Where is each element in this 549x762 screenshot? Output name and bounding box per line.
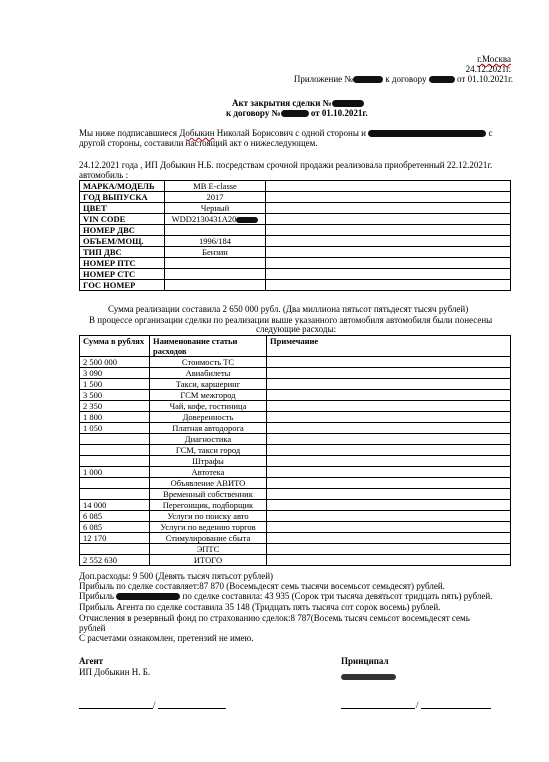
expense-row bbox=[80, 434, 511, 445]
car-field-extra bbox=[266, 236, 511, 247]
expense-amount: 1 500 bbox=[80, 379, 150, 390]
agent-signature-line-2 bbox=[158, 708, 226, 709]
reserve-line2: рублей bbox=[79, 623, 106, 633]
expense-row bbox=[80, 423, 511, 434]
expense-name: Штрафы bbox=[150, 456, 267, 467]
expense-note bbox=[267, 478, 511, 489]
expense-name: Перегонщик, подборщик bbox=[150, 500, 267, 511]
expense-amount: 6 085 bbox=[80, 522, 150, 533]
car-field-label: НОМЕР ПТС bbox=[80, 258, 165, 269]
redacted-mark bbox=[281, 110, 309, 117]
car-field-label: ЦВЕТ bbox=[80, 203, 165, 214]
expense-row bbox=[80, 412, 511, 423]
expense-note bbox=[267, 544, 511, 555]
agree-line: С расчетами ознакомлен, претензий не имею. bbox=[79, 633, 254, 643]
expense-name: Платная автодорога bbox=[150, 423, 267, 434]
car-field-label: НОМЕР СТС bbox=[80, 269, 165, 280]
car-field-extra bbox=[266, 181, 511, 192]
car-field-value: 2017 bbox=[165, 192, 266, 203]
agent-name: ИП Добыкин Н. Б. bbox=[79, 667, 151, 677]
expense-row bbox=[80, 522, 511, 533]
redacted-mark bbox=[353, 76, 383, 83]
expense-amount: 3 090 bbox=[80, 368, 150, 379]
expense-name: ИТОГО bbox=[150, 555, 267, 566]
principal-signature-line-1 bbox=[341, 708, 415, 709]
redacted-mark bbox=[116, 593, 180, 600]
expense-row bbox=[80, 489, 511, 500]
expense-amount: 1 800 bbox=[80, 412, 150, 423]
agent-signature-slash: / bbox=[153, 700, 156, 710]
expense-note bbox=[267, 412, 511, 423]
expense-note bbox=[267, 522, 511, 533]
expense-amount: 1 050 bbox=[80, 423, 150, 434]
expense-note bbox=[267, 500, 511, 511]
expense-row bbox=[80, 533, 511, 544]
car-field-label: ТИП ДВС bbox=[80, 247, 165, 258]
car-field-value: WDD2130431A20 bbox=[165, 214, 266, 225]
car-table-row bbox=[80, 192, 511, 203]
expense-row bbox=[80, 390, 511, 401]
redacted-mark bbox=[236, 217, 258, 223]
expense-name: Услуги по ведению торгов bbox=[150, 522, 267, 533]
car-field-label: НОМЕР ДВС bbox=[80, 225, 165, 236]
expense-note bbox=[267, 445, 511, 456]
expense-amount: 2 552 630 bbox=[80, 555, 150, 566]
expense-note bbox=[267, 555, 511, 566]
car-field-label: ГОД ВЫПУСКА bbox=[80, 192, 165, 203]
sale-note-line1: 24.12.2021 года , ИП Добыкин Н.Б. посредствам срочной продажи реализовала приобретенный 22.12.2021г. bbox=[79, 160, 493, 170]
car-field-extra bbox=[266, 192, 511, 203]
car-field-extra bbox=[266, 203, 511, 214]
redacted-mark bbox=[332, 100, 364, 107]
car-field-label: ГОС НОМЕР bbox=[80, 280, 165, 291]
expense-amount: 3 500 bbox=[80, 390, 150, 401]
car-field-value: MB E-classe bbox=[165, 181, 266, 192]
expense-name: Объявление АВИТО bbox=[150, 478, 267, 489]
header-date: 24.12.2021г. bbox=[465, 64, 511, 74]
reserve-line1: Отчисления в резервный фонд по страхованию сделок:8 787(Восемь тысяч семьсот восемьдесят семь bbox=[79, 613, 470, 623]
car-field-value bbox=[165, 258, 266, 269]
expense-amount bbox=[80, 456, 150, 467]
expense-row bbox=[80, 467, 511, 478]
expense-name: ГСМ, такси город bbox=[150, 445, 267, 456]
expense-name: ЭПТС bbox=[150, 544, 267, 555]
expense-note bbox=[267, 456, 511, 467]
expenses-table bbox=[79, 335, 511, 566]
car-field-extra bbox=[266, 247, 511, 258]
car-table-row bbox=[80, 214, 511, 225]
expense-amount: 14 000 bbox=[80, 500, 150, 511]
car-field-extra bbox=[266, 258, 511, 269]
expense-row bbox=[80, 511, 511, 522]
expense-amount: 2 350 bbox=[80, 401, 150, 412]
agent-label: Агент bbox=[79, 656, 104, 666]
car-table-row bbox=[80, 247, 511, 258]
expense-name: Диагностика bbox=[150, 434, 267, 445]
intro-line1: Мы ниже подписавшиеся Добыкин Николай Борисович с одной стороны и с bbox=[79, 128, 493, 138]
principal-label: Принципал bbox=[341, 656, 389, 666]
redacted-mark bbox=[341, 674, 396, 680]
expense-row bbox=[80, 368, 511, 379]
expense-amount bbox=[80, 489, 150, 500]
car-field-value bbox=[165, 225, 266, 236]
expense-note bbox=[267, 533, 511, 544]
expense-note bbox=[267, 401, 511, 412]
expense-amount bbox=[80, 544, 150, 555]
redacted-mark bbox=[429, 76, 455, 83]
car-table-row bbox=[80, 258, 511, 269]
intro-line2: другой стороны, составили настоящий акт о нижеследующем. bbox=[79, 138, 318, 148]
expense-name: ГСМ межгород bbox=[150, 390, 267, 401]
car-field-label: ОБЪЕМ/МОЩ. bbox=[80, 236, 165, 247]
redacted-mark bbox=[368, 130, 486, 137]
expense-note bbox=[267, 357, 511, 368]
expense-amount bbox=[80, 445, 150, 456]
sum-line1: Сумма реализации составила 2 650 000 рубл. (Два миллиона пятьсот пятьдесят тысяч рублей) bbox=[108, 304, 469, 314]
expense-name: Авиабилеты bbox=[150, 368, 267, 379]
header-name: Наименование статьи расходов bbox=[150, 336, 267, 357]
expense-amount: 6 085 bbox=[80, 511, 150, 522]
expense-row bbox=[80, 555, 511, 566]
expense-name: Такси, каршеринг bbox=[150, 379, 267, 390]
car-table-row bbox=[80, 269, 511, 280]
expense-note bbox=[267, 511, 511, 522]
car-table-row bbox=[80, 280, 511, 291]
car-field-extra bbox=[266, 214, 511, 225]
expense-row bbox=[80, 401, 511, 412]
expense-note bbox=[267, 467, 511, 478]
profit2-line: Прибыль по сделке составила: 43 935 (Сорок три тысяча девятьсот тридцать пять) рублей. bbox=[79, 591, 493, 601]
expense-row bbox=[80, 357, 511, 368]
expense-amount: 12 170 bbox=[80, 533, 150, 544]
expense-amount bbox=[80, 478, 150, 489]
document-subtitle: к договору № от 01.10.2021г. bbox=[226, 108, 368, 118]
expense-note bbox=[267, 423, 511, 434]
car-table-row bbox=[80, 236, 511, 247]
car-field-value: Черный bbox=[165, 203, 266, 214]
sale-note-line2: автомобиль : bbox=[79, 170, 129, 180]
car-table-row bbox=[80, 225, 511, 236]
expense-name: Стимулирование сбыта bbox=[150, 533, 267, 544]
expense-amount: 1 000 bbox=[80, 467, 150, 478]
header-amount: Сумма в рублях bbox=[80, 336, 150, 357]
principal-name-redacted bbox=[341, 668, 396, 686]
expense-row bbox=[80, 379, 511, 390]
expense-row bbox=[80, 500, 511, 511]
expense-name: Временный собственник bbox=[150, 489, 267, 500]
principal-signature-line-2 bbox=[421, 708, 491, 709]
car-field-extra bbox=[266, 225, 511, 236]
sum-line2: В процессе организации сделки по реализации выше указанного автомобиля автомобиля были понесены bbox=[89, 315, 493, 325]
agent-profit-line: Прибыль Агента по сделке составила 35 148 (Тридцать пять тысяча сот сорок восемь) рублей. bbox=[79, 602, 441, 612]
expense-note bbox=[267, 379, 511, 390]
expense-row bbox=[80, 544, 511, 555]
header-city: г.Москва bbox=[477, 54, 511, 64]
car-field-extra bbox=[266, 280, 511, 291]
car-field-value bbox=[165, 280, 266, 291]
principal-signature-slash: / bbox=[416, 700, 419, 710]
expense-name: Доверенность bbox=[150, 412, 267, 423]
expense-note bbox=[267, 390, 511, 401]
car-table-row bbox=[80, 203, 511, 214]
extra-expenses: Доп.расходы: 9 500 (Девять тысяч пятьсот рублей) bbox=[79, 571, 274, 581]
expense-amount: 2 500 000 bbox=[80, 357, 150, 368]
expense-row bbox=[80, 445, 511, 456]
car-field-value: Бензин bbox=[165, 247, 266, 258]
car-field-extra bbox=[266, 269, 511, 280]
car-field-value: 1996/184 bbox=[165, 236, 266, 247]
car-table-row bbox=[80, 181, 511, 192]
expense-note bbox=[267, 489, 511, 500]
expense-amount bbox=[80, 434, 150, 445]
expense-name: Автотека bbox=[150, 467, 267, 478]
agent-signature-line-1 bbox=[79, 708, 153, 709]
car-field-label: МАРКА/МОДЕЛЬ bbox=[80, 181, 165, 192]
car-details-table bbox=[79, 180, 511, 291]
header-note: Примечание bbox=[267, 336, 511, 357]
header-appendix: Приложение № к договору от 01.10.2021г. bbox=[293, 74, 513, 84]
expense-row bbox=[80, 456, 511, 467]
expense-note bbox=[267, 368, 511, 379]
car-field-value bbox=[165, 269, 266, 280]
document-title: Акт закрытия сделки № bbox=[232, 98, 364, 108]
expense-name: Услуги по поиску авто bbox=[150, 511, 267, 522]
profit-line: Прибыль по сделке составляет:87 870 (Восемьдесят семь тысячи восемьсот семьдесят) рублей. bbox=[79, 581, 445, 591]
expense-name: Стоимость ТС bbox=[150, 357, 267, 368]
expense-row bbox=[80, 478, 511, 489]
car-field-label: VIN CODE bbox=[80, 214, 165, 225]
expense-note bbox=[267, 434, 511, 445]
sum-line3: следующие расходы: bbox=[256, 324, 337, 334]
expense-name: Чай, кофе, гостиница bbox=[150, 401, 267, 412]
